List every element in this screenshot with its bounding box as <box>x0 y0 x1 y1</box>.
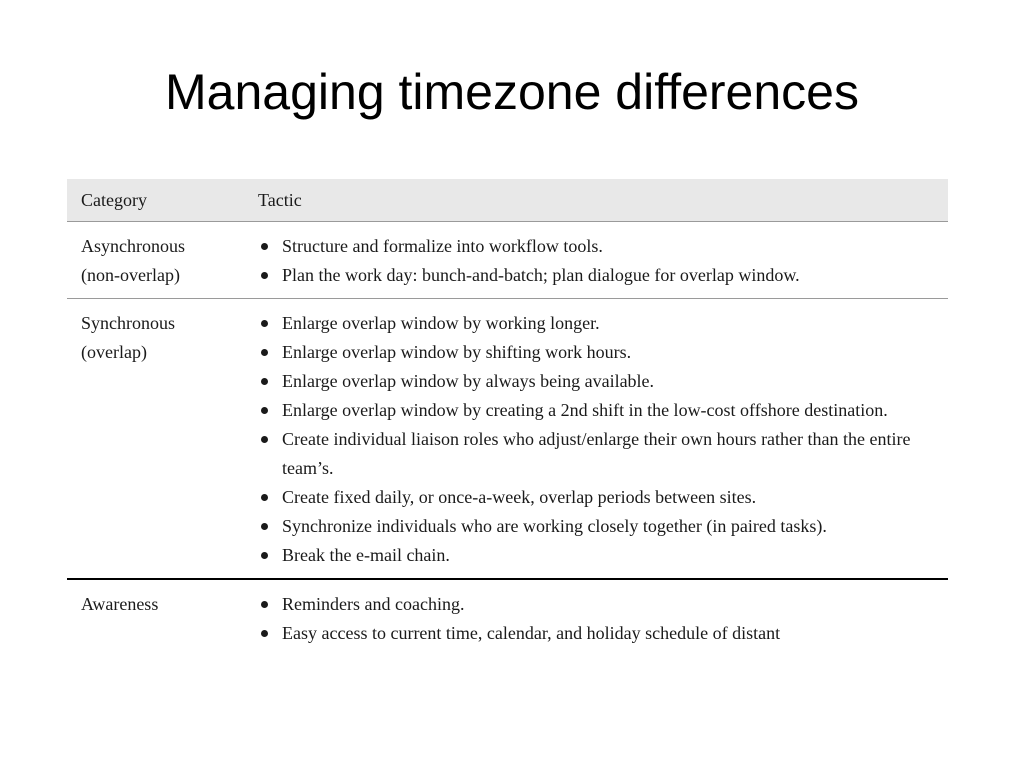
tactic-item <box>258 483 948 512</box>
bullet-icon <box>261 349 268 356</box>
category-cell <box>67 222 244 299</box>
bullet-icon <box>261 436 268 443</box>
tactics-table <box>67 179 948 656</box>
tactic-text: Enlarge overlap window by working longer. <box>282 313 600 333</box>
bullet-icon <box>261 523 268 530</box>
bullet-icon <box>261 320 268 327</box>
tactic-item <box>258 619 948 648</box>
tactic-text: Create fixed daily, or once-a-week, overlap periods between sites. <box>282 487 757 507</box>
category-sublabel: (overlap) <box>81 342 147 362</box>
bullet-icon <box>261 494 268 501</box>
tactic-text: Structure and formalize into workflow tools. <box>282 236 603 256</box>
table-row <box>67 579 948 656</box>
category-cell <box>67 299 244 580</box>
bullet-icon <box>261 630 268 637</box>
category-label: Synchronous <box>81 313 175 333</box>
tactic-item <box>258 425 948 483</box>
tactic-cell <box>244 579 948 656</box>
tactic-list <box>258 309 948 570</box>
category-label: Awareness <box>81 594 159 614</box>
tactic-item <box>258 367 948 396</box>
bullet-icon <box>261 552 268 559</box>
tactic-text: Plan the work day: bunch-and-batch; plan dialogue for overlap window. <box>282 265 800 285</box>
tactic-text: Enlarge overlap window by creating a 2nd shift in the low-cost offshore destination. <box>282 400 888 420</box>
tactic-list <box>258 232 948 290</box>
tactic-item <box>258 261 948 290</box>
tactic-item <box>258 309 948 338</box>
column-header-category: Category <box>67 179 244 222</box>
tactic-text: Reminders and coaching. <box>282 594 465 614</box>
tactic-text: Easy access to current time, calendar, and holiday schedule of distant <box>282 623 781 643</box>
tactic-list <box>258 590 948 648</box>
tactic-item <box>258 512 948 541</box>
column-header-tactic: Tactic <box>244 179 948 222</box>
tactic-item <box>258 541 948 570</box>
bullet-icon <box>261 601 268 608</box>
tactic-text: Synchronize individuals who are working closely together (in paired tasks). <box>282 516 827 536</box>
slide-title: Managing timezone differences <box>165 64 859 120</box>
tactic-text: Enlarge overlap window by always being available. <box>282 371 655 391</box>
table-row <box>67 299 948 580</box>
tactic-cell <box>244 222 948 299</box>
table-row <box>67 222 948 299</box>
category-sublabel: (non-overlap) <box>81 265 180 285</box>
tactic-item <box>258 338 948 367</box>
bullet-icon <box>261 243 268 250</box>
category-label: Asynchronous <box>81 236 185 256</box>
bullet-icon <box>261 272 268 279</box>
tactic-text: Create individual liaison roles who adjust/enlarge their own hours rather than the entire team’s. <box>282 429 911 478</box>
tactic-item <box>258 232 948 261</box>
bullet-icon <box>261 378 268 385</box>
tactic-text: Break the e-mail chain. <box>282 545 450 565</box>
table-header-row <box>67 179 948 222</box>
bullet-icon <box>261 407 268 414</box>
tactic-item <box>258 590 948 619</box>
tactic-item <box>258 396 948 425</box>
tactic-text: Enlarge overlap window by shifting work hours. <box>282 342 632 362</box>
tactic-cell <box>244 299 948 580</box>
category-cell <box>67 579 244 656</box>
